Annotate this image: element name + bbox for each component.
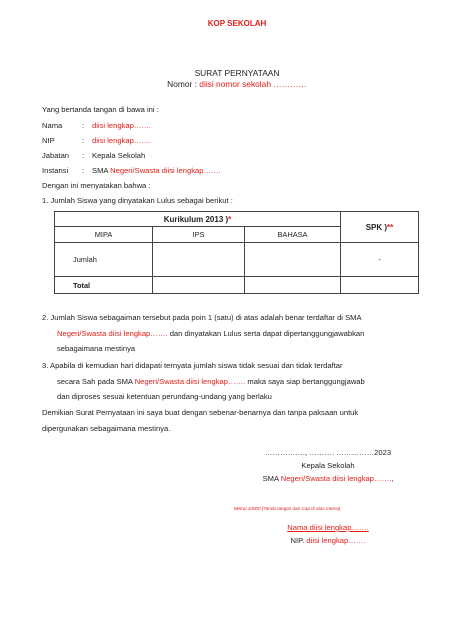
cell-bahasa-total [245, 277, 341, 294]
signature-place-date: ……………., ………. ……………2023 [264, 448, 392, 457]
field-nip [42, 136, 151, 145]
kurikulum-header [55, 212, 341, 227]
col-bahasa: BAHASA [245, 227, 341, 243]
point-3-line-3: dan diproses sesuai ketentuan perundang-undang yang berlaku [57, 392, 272, 401]
field-label: Jabatan [42, 151, 70, 160]
document-title: SURAT PERNYATAAN [194, 68, 280, 78]
signature-name: Nama diisi lengkap……. [287, 523, 369, 532]
point-3-post: maka saya siap bertanggungjawab [245, 376, 365, 386]
cell-ips-total [153, 277, 245, 294]
row-jumlah-label: Jumlah [55, 243, 153, 277]
declaration-text: Dengan ini menyatakan bahwa : [42, 181, 151, 190]
field-instansi [42, 166, 221, 175]
closing [42, 405, 358, 436]
signature-nip [243, 536, 413, 545]
col-ips: IPS [153, 227, 245, 243]
cell-spk-jumlah: - [341, 243, 419, 277]
cell-ips-jumlah [153, 243, 245, 277]
closing-line-1: Demikian Surat Pernyataan ini saya buat dengan sebenar-benarnya dan tanpa paksaan untuk [42, 408, 359, 417]
field-label: Instansi [42, 166, 69, 175]
nomor-value: diisi nomor sekolah ………… [199, 79, 307, 89]
field-value: diisi lengkap……. [92, 136, 152, 145]
point-2 [42, 310, 364, 357]
cell-bahasa-jumlah [245, 243, 341, 277]
spk-header [341, 212, 419, 243]
closing-line-2: dipergunakan sebagaimana mestinya. [42, 423, 171, 433]
point-3-school: Negeri/Swasta diisi lengkap……. [134, 376, 246, 386]
field-colon: : [82, 136, 85, 145]
point-2-line-1: 2. Jumlah Siswa sebagaiman tersebut pada poin 1 (satu) di atas adalah benar terdaftar di SMA [42, 313, 362, 322]
field-prefix: SMA [92, 166, 111, 175]
field-label: Nama [42, 121, 63, 130]
signature-school-red: Negeri/Swasta diisi lengkap……. [280, 474, 392, 483]
field-value: diisi lengkap……. [92, 121, 152, 130]
signature-school-pre: SMA [262, 474, 281, 483]
point-2-school: Negeri/Swasta diisi lengkap……. [57, 328, 168, 338]
field-label: NIP [42, 136, 55, 145]
intro-text: Yang bertanda tangan di bawa ini : [42, 105, 159, 114]
field-colon: : [82, 121, 85, 130]
point-3-pre: secara Sah pada SMA [57, 376, 135, 386]
signature-school [243, 474, 413, 483]
document-number [0, 79, 474, 89]
field-nama [42, 121, 151, 130]
graduates-table [54, 211, 419, 294]
field-colon: : [82, 151, 85, 160]
kurikulum-label: Kurikulum 2013 ) [163, 214, 229, 224]
kop-sekolah: KOP SEKOLAH [207, 19, 267, 28]
point-2-line-2 [42, 326, 364, 342]
field-jabatan [42, 151, 145, 160]
field-value: Kepala Sekolah [92, 151, 146, 160]
nomor-label: Nomor : [167, 79, 200, 89]
signature-nip-label: NIP. [290, 536, 307, 545]
point-1: 1. Jumlah Siswa yang dinyatakan Lulus sebagai berikut : [42, 196, 233, 205]
row-total-label: Total [55, 277, 153, 294]
point-2-rest: dan dinyatakan Lulus serta dapat dipertanggungjawabkan [167, 328, 365, 338]
point-2-line-3: sebagaimana mestinya [57, 344, 136, 353]
meterai-note: Metrai 10000 (Tanda tangan dan Cap di atas metrai) [233, 506, 341, 511]
field-value: Negeri/Swasta diisi lengkap……. [110, 166, 221, 175]
point-3-line-1: 3. Apabila di kemudian hari didapati ternyata jumlah siswa tidak sesuai dan tidak terdaftar [42, 361, 343, 370]
spk-label: SPK ) [365, 222, 388, 232]
field-colon: : [82, 166, 85, 175]
col-mipa: MIPA [55, 227, 153, 243]
signature-school-post: , [391, 474, 394, 483]
signature-role: Kepala Sekolah [301, 461, 355, 470]
signature-nip-value: diisi lengkap……. [306, 536, 366, 545]
point-3 [42, 358, 365, 405]
spk-star: ** [387, 222, 394, 232]
point-3-line-2 [42, 374, 365, 390]
kurikulum-star: * [228, 214, 232, 224]
cell-spk-total [341, 277, 419, 294]
